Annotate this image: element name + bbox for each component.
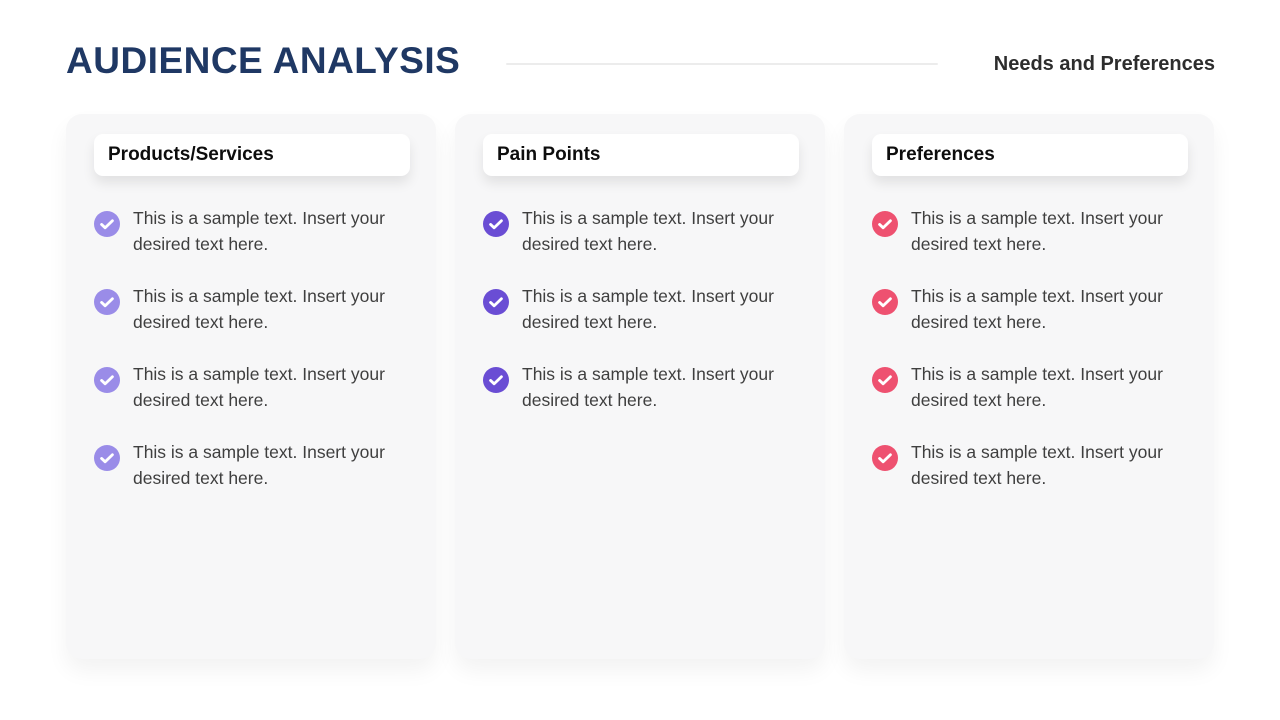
check-circle-icon: [94, 211, 120, 237]
list-item: [94, 283, 410, 335]
column-card-preferences: [844, 114, 1214, 659]
check-circle-icon: [483, 367, 509, 393]
list-item-text: This is a sample text. Insert your desired text here.: [133, 442, 385, 488]
check-circle-icon: [872, 367, 898, 393]
list-item: [872, 205, 1188, 257]
page-title: AUDIENCE ANALYSIS: [66, 40, 461, 81]
item-list: [872, 205, 1188, 491]
check-circle-icon: [94, 367, 120, 393]
column-header-pain-points: [483, 134, 799, 176]
list-item: [94, 205, 410, 257]
slide-header: [66, 40, 1215, 82]
column-title: Products/Services: [108, 144, 274, 165]
list-item-text: This is a sample text. Insert your desired text here.: [911, 364, 1163, 410]
list-item: [872, 439, 1188, 491]
column-card-products-services: [66, 114, 436, 659]
list-item-text: This is a sample text. Insert your desired text here.: [911, 286, 1163, 332]
list-item-text: This is a sample text. Insert your desired text here.: [911, 208, 1163, 254]
column-card-pain-points: [455, 114, 825, 659]
page-subtitle: Needs and Preferences: [993, 52, 1215, 75]
check-circle-icon: [872, 211, 898, 237]
list-item: [872, 283, 1188, 335]
list-item-text: This is a sample text. Insert your desired text here.: [522, 364, 774, 410]
check-circle-icon: [94, 445, 120, 471]
check-circle-icon: [483, 211, 509, 237]
list-item: [483, 283, 799, 335]
column-title: Preferences: [886, 144, 995, 165]
check-circle-icon: [872, 445, 898, 471]
columns-container: [66, 114, 1214, 659]
check-circle-icon: [94, 289, 120, 315]
list-item-text: This is a sample text. Insert your desired text here.: [133, 208, 385, 254]
column-header-preferences: [872, 134, 1188, 176]
list-item-text: This is a sample text. Insert your desired text here.: [133, 286, 385, 332]
list-item: [94, 361, 410, 413]
list-item: [483, 205, 799, 257]
check-circle-icon: [483, 289, 509, 315]
list-item-text: This is a sample text. Insert your desired text here.: [133, 364, 385, 410]
list-item-text: This is a sample text. Insert your desired text here.: [522, 286, 774, 332]
list-item-text: This is a sample text. Insert your desired text here.: [522, 208, 774, 254]
list-item-text: This is a sample text. Insert your desired text here.: [911, 442, 1163, 488]
header-divider-line: [506, 63, 937, 65]
column-header-products-services: [94, 134, 410, 176]
list-item: [872, 361, 1188, 413]
item-list: [483, 205, 799, 413]
item-list: [94, 205, 410, 491]
column-title: Pain Points: [497, 144, 601, 165]
list-item: [94, 439, 410, 491]
check-circle-icon: [872, 289, 898, 315]
list-item: [483, 361, 799, 413]
